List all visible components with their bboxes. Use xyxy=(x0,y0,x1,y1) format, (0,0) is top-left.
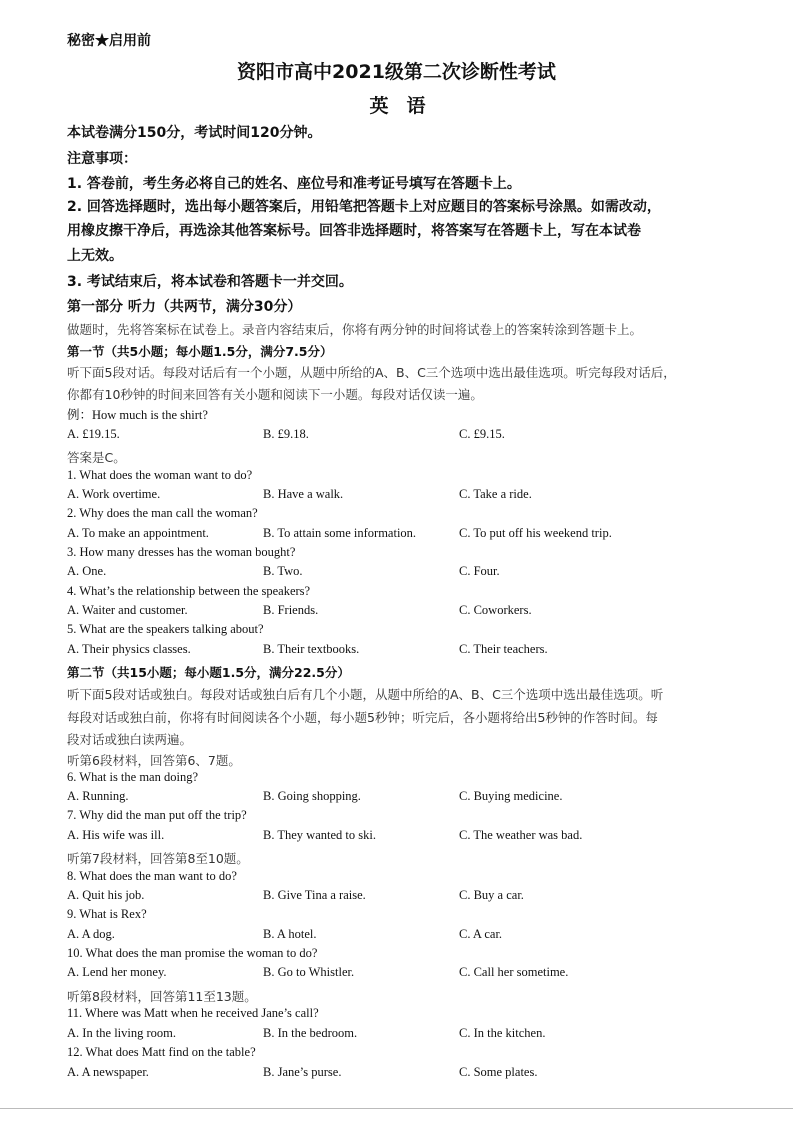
score-line: 本试卷满分150分，考试时间120分钟。 xyxy=(67,125,322,141)
question-8-option-a: A. Quit his job. xyxy=(67,888,145,902)
question-3: 3. How many dresses has the woman bought? xyxy=(67,545,296,559)
question-7-option-b: B. They wanted to ski. xyxy=(263,828,376,842)
question-7-option-a: A. His wife was ill. xyxy=(67,828,165,842)
question-11-option-a: A. In the living room. xyxy=(67,1026,177,1040)
section1-intro-line-2: 你都有10秒钟的时间来回答有关小题和阅读下一小题。每段对话仅读一遍。 xyxy=(67,387,483,402)
question-2: 2. Why does the man call the woman? xyxy=(67,506,258,520)
question-12-option-c: C. Some plates. xyxy=(459,1065,538,1079)
question-11-option-b: B. In the bedroom. xyxy=(263,1026,358,1040)
notice-item-3: 3. 考试结束后，将本试卷和答题卡一并交回。 xyxy=(67,274,353,290)
material-6-label: 听第6段材料，回答第6、7题。 xyxy=(67,753,241,768)
question-5: 5. What are the speakers talking about? xyxy=(67,622,264,636)
question-10-option-a: A. Lend her money. xyxy=(67,965,167,979)
notice-title: 注意事项： xyxy=(67,151,137,167)
question-9: 9. What is Rex? xyxy=(67,907,147,921)
question-12-option-b: B. Jane’s purse. xyxy=(263,1065,342,1079)
material-8-label: 听第8段材料，回答第11至13题。 xyxy=(67,989,257,1004)
example-option-b: B. £9.18. xyxy=(263,427,309,441)
example-answer: 答案是C。 xyxy=(67,450,126,465)
question-9-option-a: A. A dog. xyxy=(67,927,115,941)
example-option-a: A. £19.15. xyxy=(67,427,120,441)
question-10-option-b: B. Go to Whistler. xyxy=(263,965,355,979)
part1-intro: 做题时，先将答案标在试卷上。录音内容结束后，你将有两分钟的时间将试卷上的答案转涂到答题卡上。 xyxy=(67,322,643,337)
question-6: 6. What is the man doing? xyxy=(67,770,198,784)
question-4-option-a: A. Waiter and customer. xyxy=(67,603,188,617)
notice-item-2-line-1: 2. 回答选择题时，选出每小题答案后，用铅笔把答题卡上对应题目的答案标号涂黑。如需改动， xyxy=(67,199,661,215)
question-8-option-b: B. Give Tina a raise. xyxy=(263,888,366,902)
page-bottom-rule xyxy=(0,1108,793,1109)
question-12-option-a: A. A newspaper. xyxy=(67,1065,149,1079)
exam-title: 资阳市高中2021级第二次诊断性考试 xyxy=(237,61,556,83)
question-3-option-c: C. Four. xyxy=(459,564,500,578)
question-7-option-c: C. The weather was bad. xyxy=(459,828,583,842)
question-3-option-a: A. One. xyxy=(67,564,107,578)
question-4-option-c: C. Coworkers. xyxy=(459,603,532,617)
section2-intro-line-2: 每段对话或独白前，你将有时间阅读各个小题，每小题5秒钟；听完后，各小题将给出5秒钟的作答时间。每 xyxy=(67,710,658,725)
subject-title: 英语 xyxy=(369,95,444,117)
question-7: 7. Why did the man put off the trip? xyxy=(67,808,247,822)
notice-item-1: 1. 答卷前，考生务必将自己的姓名、座位号和准考证号填写在答题卡上。 xyxy=(67,176,521,192)
secret-label: 秘密★启用前 xyxy=(67,33,151,49)
question-2-option-a: A. To make an appointment. xyxy=(67,526,209,540)
question-1-option-b: B. Have a walk. xyxy=(263,487,344,501)
section2-intro-line-3: 段对话或独白读两遍。 xyxy=(67,732,193,747)
question-9-option-b: B. A hotel. xyxy=(263,927,317,941)
question-6-option-a: A. Running. xyxy=(67,789,129,803)
section2-intro-line-1: 听下面5段对话或独白。每段对话或独白后有几个小题，从题中所给的A、B、C三个选项中选出最佳选项。听 xyxy=(67,687,664,702)
example-option-c: C. £9.15. xyxy=(459,427,505,441)
question-9-option-c: C. A car. xyxy=(459,927,503,941)
part1-heading: 第一部分 听力（共两节，满分30分） xyxy=(67,299,302,315)
question-12: 12. What does Matt find on the table? xyxy=(67,1045,256,1059)
question-4: 4. What’s the relationship between the speakers? xyxy=(67,584,311,598)
question-5-option-a: A. Their physics classes. xyxy=(67,642,191,656)
question-10: 10. What does the man promise the woman to do? xyxy=(67,946,318,960)
question-6-option-c: C. Buying medicine. xyxy=(459,789,563,803)
section1-heading: 第一节（共5小题；每小题1.5分，满分7.5分） xyxy=(67,344,333,359)
question-6-option-b: B. Going shopping. xyxy=(263,789,361,803)
question-1-option-a: A. Work overtime. xyxy=(67,487,161,501)
question-2-option-c: C. To put off his weekend trip. xyxy=(459,526,612,540)
notice-item-2-line-2: 用橡皮擦干净后，再选涂其他答案标号。回答非选择题时，将答案写在答题卡上，写在本试卷 xyxy=(67,223,641,239)
question-4-option-b: B. Friends. xyxy=(263,603,319,617)
question-1-option-c: C. Take a ride. xyxy=(459,487,532,501)
notice-item-2-line-3: 上无效。 xyxy=(67,248,123,264)
question-10-option-c: C. Call her sometime. xyxy=(459,965,569,979)
section2-heading: 第二节（共15小题；每小题1.5分，满分22.5分） xyxy=(67,665,350,680)
question-11: 11. Where was Matt when he received Jane’s call? xyxy=(67,1006,319,1020)
question-3-option-b: B. Two. xyxy=(263,564,303,578)
question-8-option-c: C. Buy a car. xyxy=(459,888,524,902)
question-5-option-c: C. Their teachers. xyxy=(459,642,548,656)
material-7-label: 听第7段材料，回答第8至10题。 xyxy=(67,851,249,866)
question-8: 8. What does the man want to do? xyxy=(67,869,237,883)
question-1: 1. What does the woman want to do? xyxy=(67,468,253,482)
example-question: 例：How much is the shirt? xyxy=(67,408,208,422)
question-11-option-c: C. In the kitchen. xyxy=(459,1026,546,1040)
question-2-option-b: B. To attain some information. xyxy=(263,526,417,540)
section1-intro-line-1: 听下面5段对话。每段对话后有一个小题，从题中所给的A、B、C三个选项中选出最佳选项。听完每段对话后， xyxy=(67,365,676,380)
question-5-option-b: B. Their textbooks. xyxy=(263,642,360,656)
